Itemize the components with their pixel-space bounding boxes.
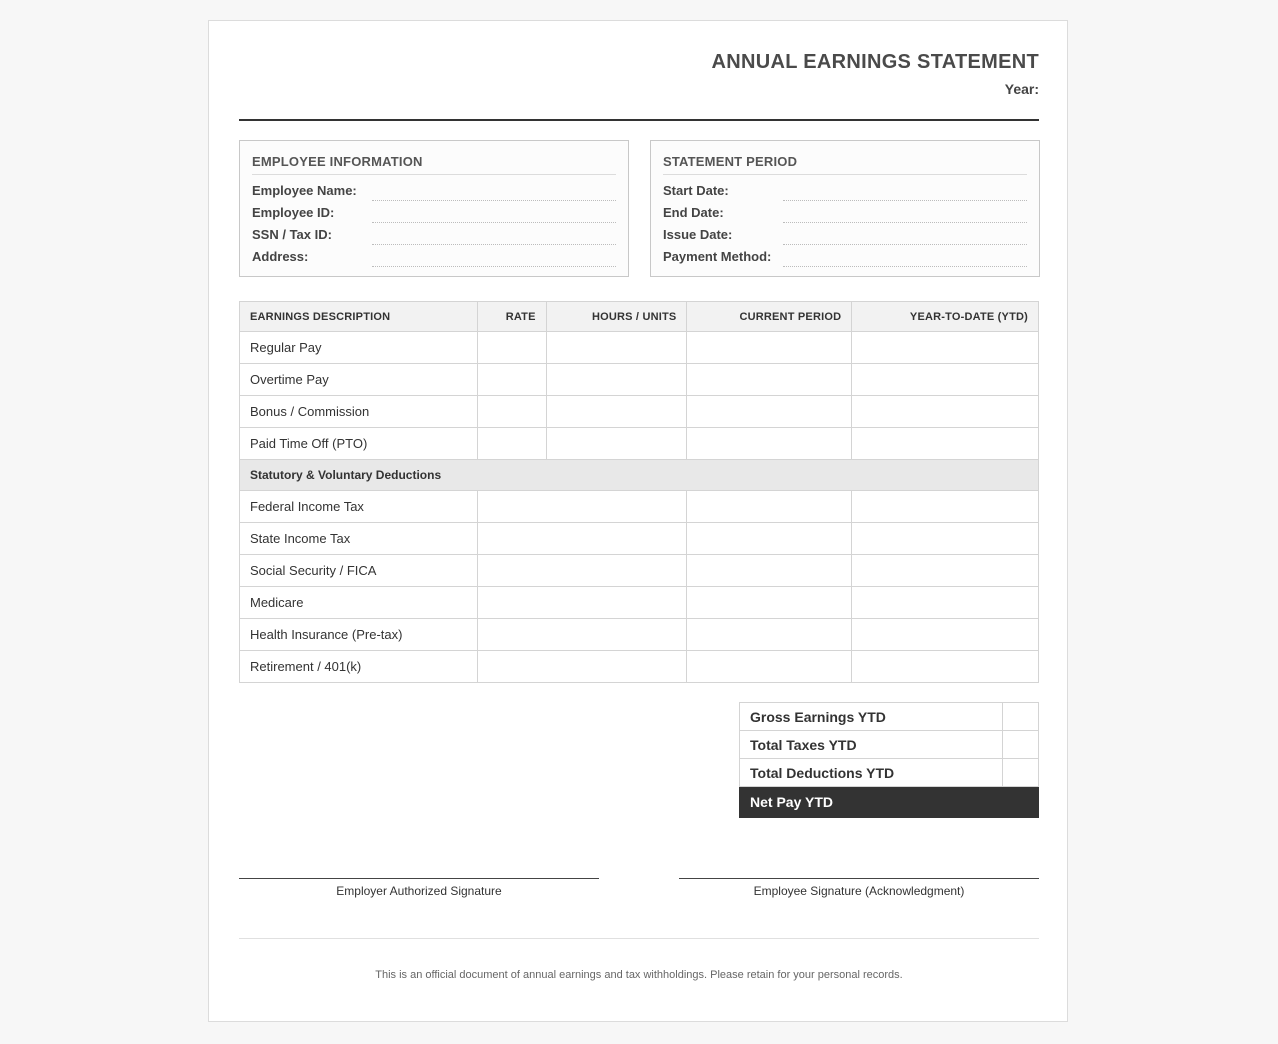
start-date-field[interactable] bbox=[663, 181, 1027, 201]
table-row bbox=[240, 555, 1039, 587]
ytd-cell[interactable] bbox=[852, 619, 1039, 651]
header-ytd: YEAR-TO-DATE (YTD) bbox=[852, 302, 1039, 332]
current-cell[interactable] bbox=[687, 523, 852, 555]
footer-note: This is an official document of annual earnings and tax withholdings. Please retain for your personal records. bbox=[239, 938, 1039, 981]
rate-cell[interactable] bbox=[477, 364, 546, 396]
row-label: Bonus / Commission bbox=[240, 396, 478, 428]
document-header bbox=[239, 49, 1039, 121]
hours-cell[interactable] bbox=[546, 396, 687, 428]
header-current-period: CURRENT PERIOD bbox=[687, 302, 852, 332]
ytd-cell[interactable] bbox=[852, 555, 1039, 587]
field-line bbox=[372, 221, 616, 223]
row-label: Retirement / 401(k) bbox=[240, 651, 478, 683]
rate-cell[interactable] bbox=[477, 428, 546, 460]
field-line bbox=[372, 199, 616, 201]
ytd-cell[interactable] bbox=[852, 651, 1039, 683]
rate-hours-cell[interactable] bbox=[477, 619, 687, 651]
employee-name-field[interactable] bbox=[252, 181, 616, 201]
hours-cell[interactable] bbox=[546, 332, 687, 364]
rate-hours-cell[interactable] bbox=[477, 523, 687, 555]
employee-id-field[interactable] bbox=[252, 203, 616, 223]
row-label: Federal Income Tax bbox=[240, 491, 478, 523]
current-cell[interactable] bbox=[687, 587, 852, 619]
current-cell[interactable] bbox=[687, 428, 852, 460]
statement-period-title: STATEMENT PERIOD bbox=[663, 154, 1027, 175]
current-cell[interactable] bbox=[687, 491, 852, 523]
field-label: End Date: bbox=[663, 205, 724, 220]
hours-cell[interactable] bbox=[546, 428, 687, 460]
current-cell[interactable] bbox=[687, 332, 852, 364]
gross-earnings-row bbox=[740, 703, 1039, 731]
field-line bbox=[783, 265, 1027, 267]
table-row bbox=[240, 651, 1039, 683]
total-deductions-row bbox=[740, 759, 1039, 787]
table-row bbox=[240, 428, 1039, 460]
field-label: Address: bbox=[252, 249, 309, 264]
issue-date-field[interactable] bbox=[663, 225, 1027, 245]
total-deductions-value[interactable] bbox=[1003, 759, 1039, 787]
field-label: SSN / Tax ID: bbox=[252, 227, 332, 242]
employer-signature-line[interactable]: Employer Authorized Signature bbox=[239, 878, 599, 898]
net-pay-label: Net Pay YTD bbox=[740, 787, 1039, 818]
total-taxes-row bbox=[740, 731, 1039, 759]
header-earnings-description: EARNINGS DESCRIPTION bbox=[240, 302, 478, 332]
row-label: State Income Tax bbox=[240, 523, 478, 555]
row-label: Medicare bbox=[240, 587, 478, 619]
document-title: ANNUAL EARNINGS STATEMENT bbox=[711, 51, 1039, 73]
end-date-field[interactable] bbox=[663, 203, 1027, 223]
field-label: Issue Date: bbox=[663, 227, 733, 242]
row-label: Health Insurance (Pre-tax) bbox=[240, 619, 478, 651]
employee-information-title: EMPLOYEE INFORMATION bbox=[252, 154, 616, 175]
rate-hours-cell[interactable] bbox=[477, 651, 687, 683]
address-field[interactable] bbox=[252, 247, 616, 267]
field-line bbox=[783, 221, 1027, 223]
field-label: Start Date: bbox=[663, 183, 729, 198]
hours-cell[interactable] bbox=[546, 364, 687, 396]
row-label: Paid Time Off (PTO) bbox=[240, 428, 478, 460]
field-label: Employee ID: bbox=[252, 205, 335, 220]
year-label: Year: bbox=[1004, 81, 1039, 97]
header-rate: RATE bbox=[477, 302, 546, 332]
table-row bbox=[240, 587, 1039, 619]
total-deductions-label: Total Deductions YTD bbox=[740, 759, 1003, 787]
ytd-cell[interactable] bbox=[852, 491, 1039, 523]
table-header-row bbox=[240, 302, 1039, 332]
ytd-cell[interactable] bbox=[852, 396, 1039, 428]
payment-method-field[interactable] bbox=[663, 247, 1027, 267]
ytd-cell[interactable] bbox=[852, 332, 1039, 364]
rate-cell[interactable] bbox=[477, 396, 546, 428]
row-label: Regular Pay bbox=[240, 332, 478, 364]
ssn-tax-id-field[interactable] bbox=[252, 225, 616, 245]
current-cell[interactable] bbox=[687, 619, 852, 651]
field-line bbox=[372, 243, 616, 245]
rate-cell[interactable] bbox=[477, 332, 546, 364]
employee-information-box bbox=[239, 140, 629, 277]
deductions-section-row bbox=[240, 460, 1039, 491]
statement-period-box bbox=[650, 140, 1040, 277]
ytd-cell[interactable] bbox=[852, 587, 1039, 619]
gross-earnings-label: Gross Earnings YTD bbox=[740, 703, 1003, 731]
current-cell[interactable] bbox=[687, 396, 852, 428]
row-label: Overtime Pay bbox=[240, 364, 478, 396]
table-row bbox=[240, 332, 1039, 364]
total-taxes-value[interactable] bbox=[1003, 731, 1039, 759]
field-label: Payment Method: bbox=[663, 249, 772, 264]
deductions-section-label: Statutory & Voluntary Deductions bbox=[240, 460, 1039, 491]
field-line bbox=[372, 265, 616, 267]
table-row bbox=[240, 364, 1039, 396]
header-hours-units: HOURS / UNITS bbox=[546, 302, 687, 332]
current-cell[interactable] bbox=[687, 364, 852, 396]
field-line bbox=[783, 243, 1027, 245]
table-row bbox=[240, 619, 1039, 651]
row-label: Social Security / FICA bbox=[240, 555, 478, 587]
gross-earnings-value[interactable] bbox=[1003, 703, 1039, 731]
field-label: Employee Name: bbox=[252, 183, 357, 198]
ytd-cell[interactable] bbox=[852, 523, 1039, 555]
field-line bbox=[783, 199, 1027, 201]
current-cell[interactable] bbox=[687, 555, 852, 587]
employee-signature-line[interactable]: Employee Signature (Acknowledgment) bbox=[679, 878, 1039, 898]
rate-hours-cell[interactable] bbox=[477, 555, 687, 587]
table-row bbox=[240, 396, 1039, 428]
current-cell[interactable] bbox=[687, 651, 852, 683]
earnings-table bbox=[239, 301, 1039, 683]
statement-page bbox=[208, 20, 1068, 1022]
rate-hours-cell[interactable] bbox=[477, 587, 687, 619]
ytd-cell[interactable] bbox=[852, 428, 1039, 460]
totals-table bbox=[739, 702, 1039, 818]
table-row bbox=[240, 523, 1039, 555]
rate-hours-cell[interactable] bbox=[477, 491, 687, 523]
total-taxes-label: Total Taxes YTD bbox=[740, 731, 1003, 759]
table-row bbox=[240, 491, 1039, 523]
net-pay-row bbox=[740, 787, 1039, 818]
ytd-cell[interactable] bbox=[852, 364, 1039, 396]
